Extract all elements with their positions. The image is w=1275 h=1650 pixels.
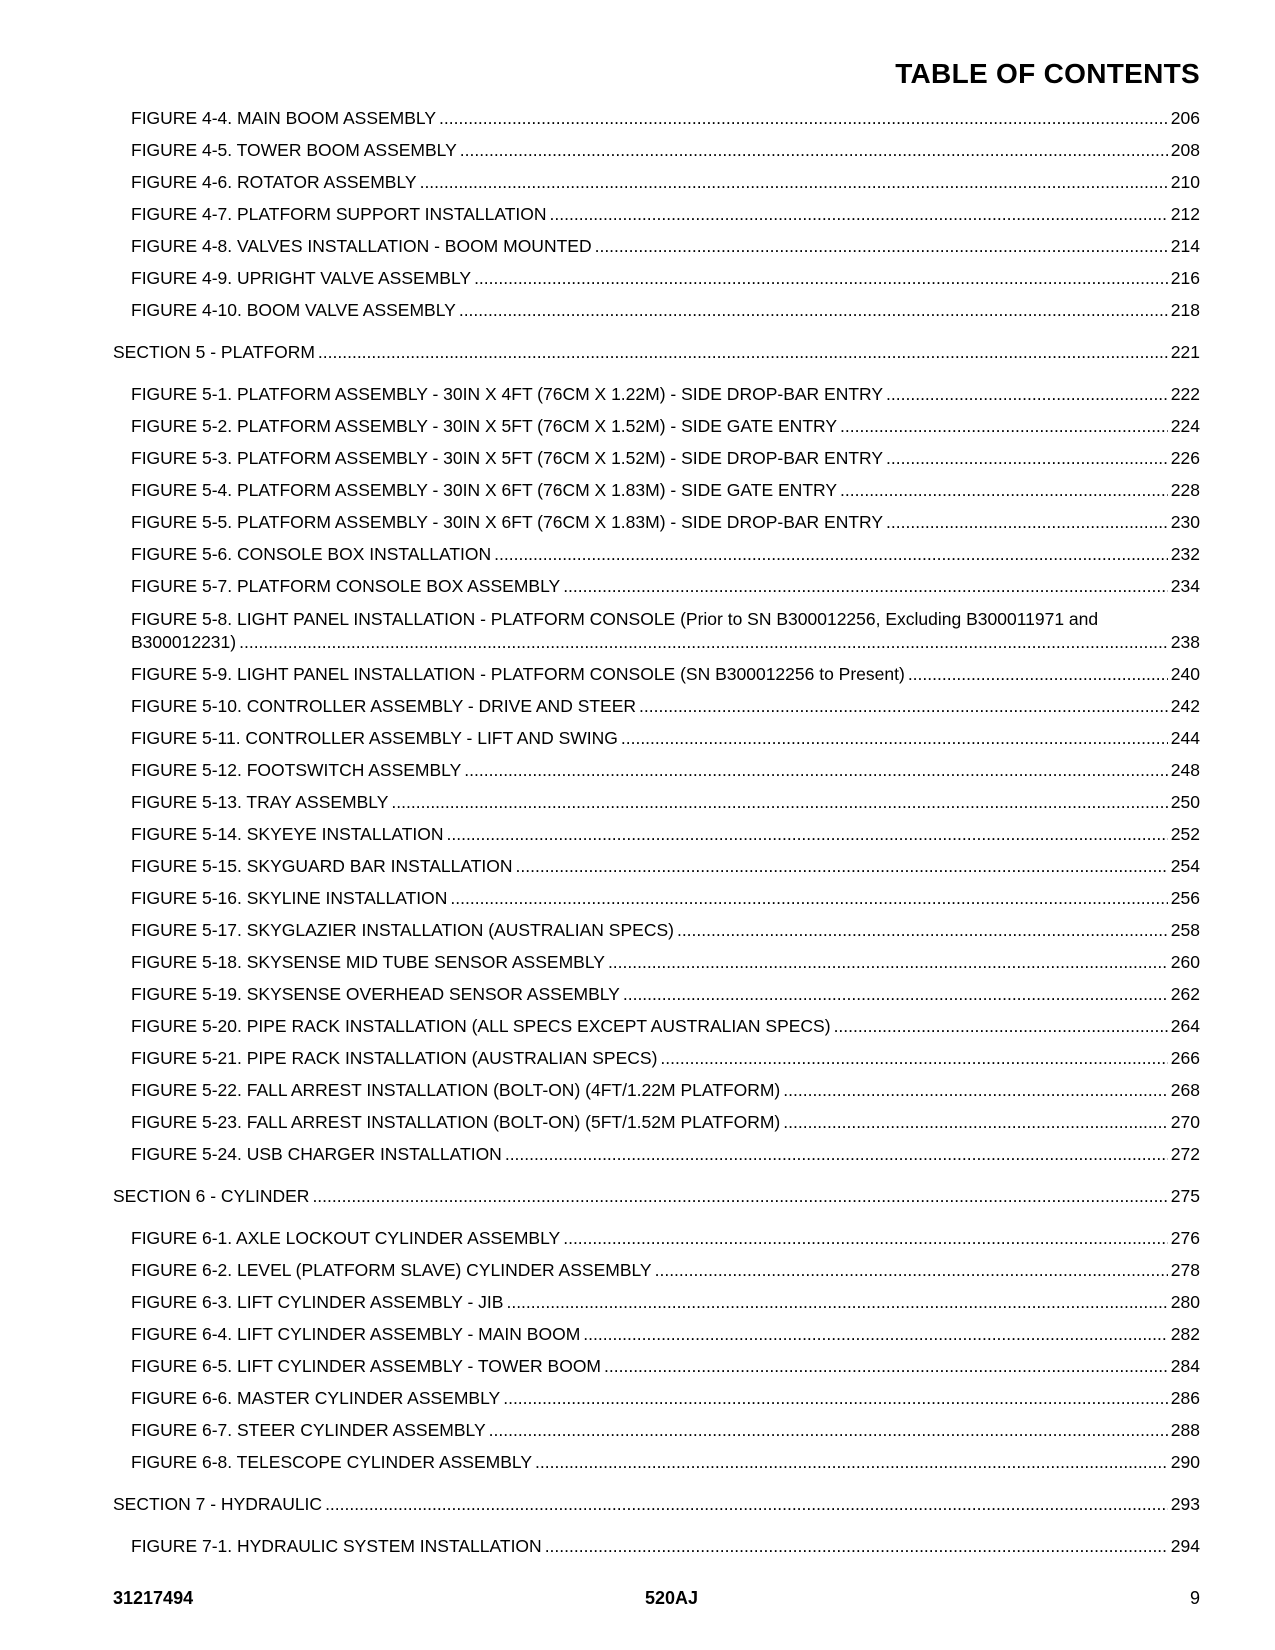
toc-entry-label: FIGURE 4-4. MAIN BOOM ASSEMBLY [131,108,437,128]
dot-leader [563,1228,1168,1248]
toc-entry-page: 230 [1170,512,1200,532]
toc-entry-label: FIGURE 6-5. LIFT CYLINDER ASSEMBLY - TOWER BOOM [131,1356,602,1376]
toc-entry-page: 240 [1170,664,1200,684]
dot-leader [583,1324,1168,1344]
dot-leader [623,984,1168,1004]
toc-entry[interactable] [131,300,1200,332]
toc-entry-label: FIGURE 5-24. USB CHARGER INSTALLATION [131,1144,502,1164]
toc-entry-page: 212 [1170,204,1200,224]
toc-entry[interactable] [131,696,1200,728]
dot-leader [886,384,1168,404]
toc-entry[interactable] [131,1080,1200,1112]
toc-entry[interactable] [131,1260,1200,1292]
toc-entry-label: FIGURE 5-1. PLATFORM ASSEMBLY - 30IN X 4FT (76CM X 1.22M) - SIDE DROP-BAR ENTRY [131,384,884,404]
dot-leader [655,1260,1168,1280]
toc-entry-page: 214 [1170,236,1200,256]
toc-entry[interactable] [131,1016,1200,1048]
dot-leader [505,1144,1168,1164]
toc-entry-page: 282 [1170,1324,1200,1344]
toc-entry[interactable] [131,1356,1200,1388]
toc-entry[interactable] [131,1292,1200,1324]
toc-entry[interactable] [131,1420,1200,1452]
toc-entry-page: 268 [1170,1080,1200,1100]
toc-entry-label: FIGURE 5-22. FALL ARREST INSTALLATION (BOLT-ON) (4FT/1.22M PLATFORM) [131,1080,781,1100]
toc-entry[interactable] [131,1228,1200,1260]
dot-leader [621,728,1168,748]
dot-leader [604,1356,1168,1376]
toc-entry[interactable] [131,1048,1200,1080]
toc-entry[interactable] [131,664,1200,696]
toc-entry-label: FIGURE 5-5. PLATFORM ASSEMBLY - 30IN X 6FT (76CM X 1.83M) - SIDE DROP-BAR ENTRY [131,512,884,532]
toc-entry-page: 276 [1170,1228,1200,1248]
dot-leader [325,1494,1168,1514]
toc-entry-label: FIGURE 5-14. SKYEYE INSTALLATION [131,824,444,844]
toc-entry-label: FIGURE 5-16. SKYLINE INSTALLATION [131,888,448,908]
toc-entry-page: 264 [1170,1016,1200,1036]
toc-entry-label: FIGURE 4-8. VALVES INSTALLATION - BOOM MOUNTED [131,236,592,256]
dot-leader [450,888,1167,908]
toc-entry-label: FIGURE 5-6. CONSOLE BOX INSTALLATION [131,544,492,564]
toc-entry-label: FIGURE 6-3. LIFT CYLINDER ASSEMBLY - JIB [131,1292,504,1312]
toc-entry-page: 284 [1170,1356,1200,1376]
toc-entry-label: FIGURE 6-1. AXLE LOCKOUT CYLINDER ASSEMBLY [131,1228,561,1248]
toc-entry-label: FIGURE 5-9. LIGHT PANEL INSTALLATION - PLATFORM CONSOLE (SN B300012256 to Present) [131,664,905,684]
dot-leader [489,1420,1168,1440]
toc-entry[interactable] [131,1452,1200,1484]
toc-entry-page: 208 [1170,140,1200,160]
toc-entry-page: 218 [1170,300,1200,320]
toc-entry[interactable] [131,1112,1200,1144]
toc-entry[interactable] [131,984,1200,1016]
page-number: 9 [1189,1588,1200,1608]
toc-entry-page: 254 [1170,856,1200,876]
toc-entry-label-line2: B300012231) [131,632,237,652]
document-number: 31217494 [113,1588,194,1608]
toc-entry[interactable] [131,1324,1200,1356]
dot-leader [545,1536,1168,1556]
toc-entry-page: 242 [1170,696,1200,716]
dot-leader [783,1080,1168,1100]
toc-entry-page: 226 [1170,448,1200,468]
toc-entry[interactable] [131,108,1200,140]
toc-entry[interactable] [131,728,1200,760]
dot-leader [516,856,1168,876]
toc-entry-label: FIGURE 5-23. FALL ARREST INSTALLATION (BOLT-ON) (5FT/1.52M PLATFORM) [131,1112,781,1132]
toc-entry-page: 272 [1170,1144,1200,1164]
toc-entry-wrapped[interactable] [131,608,1200,664]
toc-entry-label: FIGURE 6-2. LEVEL (PLATFORM SLAVE) CYLINDER ASSEMBLY [131,1260,652,1280]
toc-entry-label: FIGURE 4-7. PLATFORM SUPPORT INSTALLATION [131,204,547,224]
page-title: TABLE OF CONTENTS [895,58,1200,89]
toc-entry[interactable] [131,416,1200,448]
toc-entry-page: 252 [1170,824,1200,844]
dot-leader [840,416,1168,436]
toc-entry[interactable] [131,888,1200,920]
toc-entry[interactable] [131,760,1200,792]
toc-entry-label-line1: FIGURE 5-8. LIGHT PANEL INSTALLATION - PLATFORM CONSOLE (Prior to SN B300012256, Excluding B300011971 and [131,609,1099,629]
dot-leader [677,920,1168,940]
toc-entry-label: FIGURE 4-9. UPRIGHT VALVE ASSEMBLY [131,268,472,288]
toc-entry-page: 206 [1170,108,1200,128]
toc-entry-page: 278 [1170,1260,1200,1280]
dot-leader [886,448,1168,468]
toc-entry-page: 266 [1170,1048,1200,1068]
toc-entry-page: 286 [1170,1388,1200,1408]
toc-group-figures-4 [0,108,1275,332]
toc-entry-page: 238 [1170,632,1200,652]
toc-section-5[interactable] [113,342,1200,374]
toc-entry-page: 270 [1170,1112,1200,1132]
toc-entry[interactable] [131,792,1200,824]
toc-entry-page: 248 [1170,760,1200,780]
toc-entry-label: FIGURE 7-1. HYDRAULIC SYSTEM INSTALLATION [131,1536,542,1556]
dot-leader [439,108,1168,128]
toc-entry[interactable] [131,856,1200,888]
toc-entry-label: FIGURE 6-8. TELESCOPE CYLINDER ASSEMBLY [131,1452,533,1472]
dot-leader [660,1048,1167,1068]
dot-leader [840,480,1168,500]
toc-entry[interactable] [131,140,1200,172]
dot-leader [886,512,1168,532]
dot-leader [503,1388,1168,1408]
toc-entry[interactable] [131,448,1200,480]
dot-leader [494,544,1168,564]
toc-section-page: 293 [1170,1494,1200,1514]
toc-entry-page: 288 [1170,1420,1200,1440]
toc-entry[interactable] [131,920,1200,952]
toc-entry[interactable] [131,480,1200,512]
dot-leader [474,268,1168,288]
toc-entry-page: 234 [1170,576,1200,596]
dot-leader [459,300,1168,320]
toc-group-figures-7 [0,1536,1275,1568]
toc-entry-page: 232 [1170,544,1200,564]
toc-entry-label: FIGURE 5-11. CONTROLLER ASSEMBLY - LIFT AND SWING [131,728,618,748]
toc-entry-label: FIGURE 5-15. SKYGUARD BAR INSTALLATION [131,856,513,876]
toc-entry-page: 260 [1170,952,1200,972]
toc-entry-label: FIGURE 6-4. LIFT CYLINDER ASSEMBLY - MAIN BOOM [131,1324,581,1344]
toc-entry[interactable] [131,512,1200,544]
toc-entry[interactable] [131,1536,1200,1568]
toc-entry-page: 294 [1170,1536,1200,1556]
toc-section-label: SECTION 5 - PLATFORM [113,342,315,362]
toc-section-label: SECTION 7 - HYDRAULIC [113,1494,323,1514]
toc-entry[interactable] [131,824,1200,856]
toc-entry-page: 210 [1170,172,1200,192]
toc-entry-page: 280 [1170,1292,1200,1312]
toc-entry-label: FIGURE 6-6. MASTER CYLINDER ASSEMBLY [131,1388,501,1408]
toc-entry-label: FIGURE 6-7. STEER CYLINDER ASSEMBLY [131,1420,486,1440]
toc-entry[interactable] [131,1144,1200,1176]
toc-entry-page: 228 [1170,480,1200,500]
dot-leader [391,792,1167,812]
toc-entry-label: FIGURE 5-7. PLATFORM CONSOLE BOX ASSEMBLY [131,576,561,596]
dot-leader [550,204,1168,224]
toc-section-7[interactable] [113,1494,1200,1526]
toc-entry-label: FIGURE 5-2. PLATFORM ASSEMBLY - 30IN X 5FT (76CM X 1.52M) - SIDE GATE ENTRY [131,416,838,436]
toc-entry[interactable] [131,952,1200,984]
toc-entry-page: 290 [1170,1452,1200,1472]
dot-leader [563,576,1168,596]
toc-entry-label: FIGURE 5-20. PIPE RACK INSTALLATION (ALL SPECS EXCEPT AUSTRALIAN SPECS) [131,1016,831,1036]
table-of-contents [0,108,1275,1568]
toc-entry-label: FIGURE 5-21. PIPE RACK INSTALLATION (AUSTRALIAN SPECS) [131,1048,658,1068]
toc-entry-page: 250 [1170,792,1200,812]
toc-entry-label: FIGURE 4-10. BOOM VALVE ASSEMBLY [131,300,456,320]
dot-leader [608,952,1168,972]
toc-section-page: 221 [1170,342,1200,362]
dot-leader [464,760,1168,780]
dot-leader [639,696,1168,716]
dot-leader [834,1016,1168,1036]
toc-entry[interactable] [131,384,1200,416]
toc-entry-page: 224 [1170,416,1200,436]
toc-entry-label: FIGURE 4-6. ROTATOR ASSEMBLY [131,172,417,192]
toc-section-label: SECTION 6 - CYLINDER [113,1186,310,1206]
toc-entry[interactable] [131,1388,1200,1420]
dot-leader [908,664,1168,684]
dot-leader [595,236,1168,256]
dot-leader [447,824,1168,844]
toc-entry-label: FIGURE 5-19. SKYSENSE OVERHEAD SENSOR ASSEMBLY [131,984,620,1004]
toc-entry[interactable] [131,236,1200,268]
dot-leader [312,1186,1167,1206]
dot-leader [239,631,1168,654]
toc-entry-page: 222 [1170,384,1200,404]
toc-entry[interactable] [131,544,1200,576]
toc-section-6[interactable] [113,1186,1200,1218]
toc-group-figures-6 [0,1228,1275,1484]
toc-entry-label: FIGURE 5-3. PLATFORM ASSEMBLY - 30IN X 5FT (76CM X 1.52M) - SIDE DROP-BAR ENTRY [131,448,884,468]
dot-leader [535,1452,1168,1472]
toc-entry[interactable] [131,204,1200,236]
dot-leader [318,342,1168,362]
toc-entry-label: FIGURE 4-5. TOWER BOOM ASSEMBLY [131,140,457,160]
dot-leader [420,172,1168,192]
toc-entry-page: 258 [1170,920,1200,940]
dot-leader [460,140,1168,160]
toc-entry-label: FIGURE 5-4. PLATFORM ASSEMBLY - 30IN X 6FT (76CM X 1.83M) - SIDE GATE ENTRY [131,480,838,500]
page-footer [113,1588,1200,1609]
toc-section-page: 275 [1170,1186,1200,1206]
toc-entry-line2 [131,631,1200,654]
model-name: 520AJ [645,1588,699,1608]
toc-entry-label: FIGURE 5-18. SKYSENSE MID TUBE SENSOR ASSEMBLY [131,952,605,972]
toc-group-figures-5 [0,384,1275,1176]
toc-entry-label: FIGURE 5-13. TRAY ASSEMBLY [131,792,389,812]
toc-entry-label: FIGURE 5-10. CONTROLLER ASSEMBLY - DRIVE AND STEER [131,696,637,716]
toc-entry-page: 244 [1170,728,1200,748]
toc-entry[interactable] [131,576,1200,608]
toc-entry-label: FIGURE 5-12. FOOTSWITCH ASSEMBLY [131,760,462,780]
toc-entry-page: 256 [1170,888,1200,908]
toc-entry-page: 262 [1170,984,1200,1004]
dot-leader [783,1112,1168,1132]
dot-leader [506,1292,1167,1312]
toc-entry[interactable] [131,172,1200,204]
toc-entry-label: FIGURE 5-17. SKYGLAZIER INSTALLATION (AUSTRALIAN SPECS) [131,920,674,940]
toc-entry-page: 216 [1170,268,1200,288]
toc-entry[interactable] [131,268,1200,300]
